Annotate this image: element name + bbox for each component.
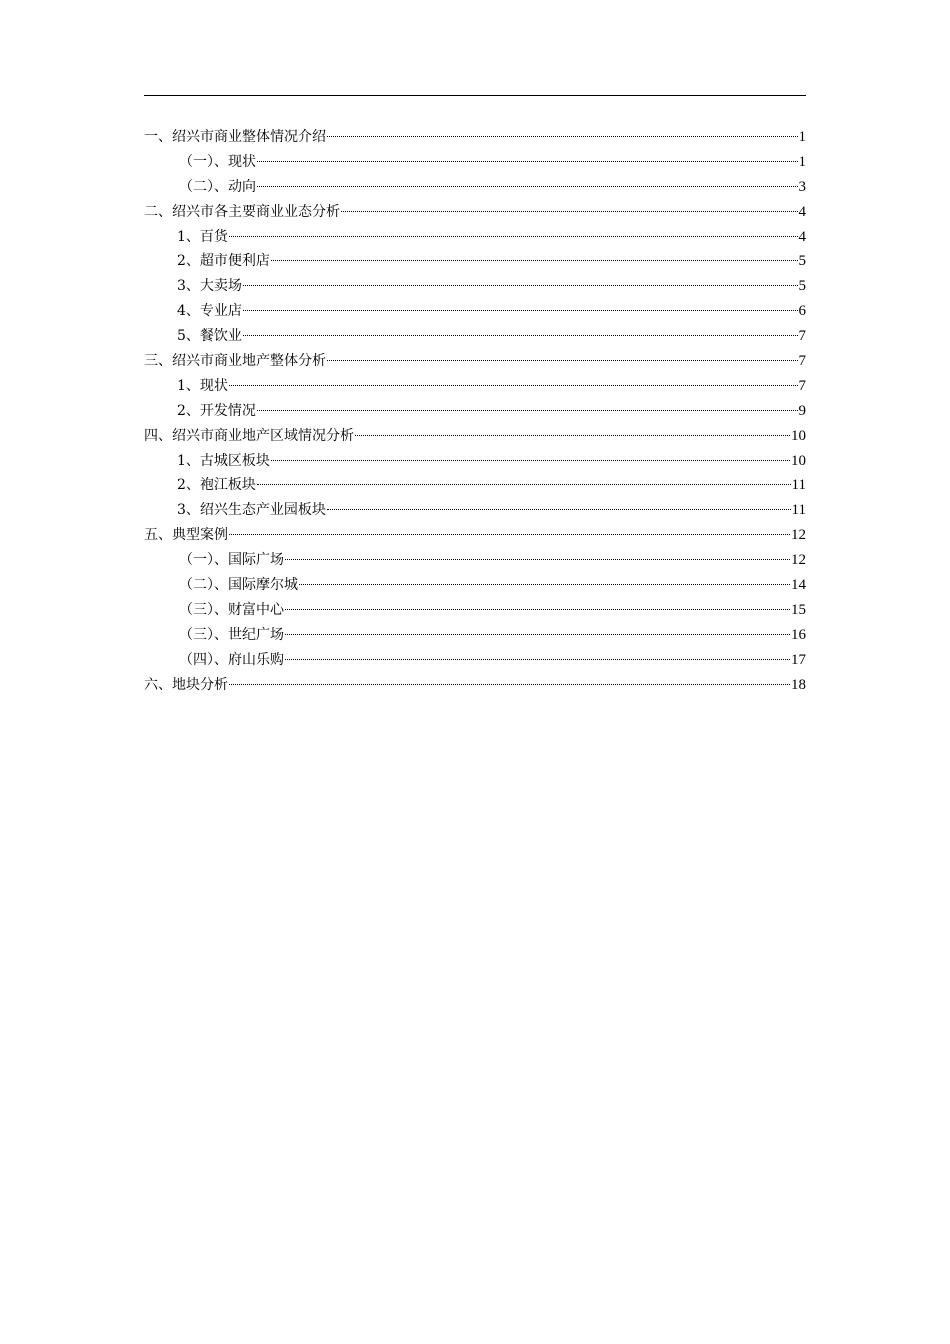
toc-entry[interactable] [144, 623, 806, 648]
dot-leader [257, 408, 798, 411]
dot-leader [341, 209, 798, 212]
toc-entry[interactable] [144, 573, 806, 598]
header-rule [144, 95, 806, 96]
toc-entry-page: 10 [791, 427, 806, 444]
toc-entry-title: 1、现状 [177, 377, 228, 394]
toc-entry[interactable] [144, 175, 806, 200]
toc-entry-page: 4 [798, 228, 806, 245]
toc-entry-title: 2、开发情况 [177, 402, 256, 419]
toc-entry[interactable] [144, 150, 806, 175]
toc-entry-page: 4 [798, 203, 806, 220]
toc-entry[interactable] [144, 274, 806, 299]
toc-entry-title: （二）、国际摩尔城 [179, 577, 298, 594]
dot-leader [285, 657, 790, 660]
toc-entry-title: （四）、府山乐购 [179, 651, 284, 668]
toc-entry-page: 11 [791, 502, 806, 519]
toc-entry-page: 10 [791, 452, 806, 469]
toc-entry-title: 5、餐饮业 [177, 328, 242, 345]
toc-entry-title: 六、地块分析 [144, 676, 228, 693]
dot-leader [257, 184, 798, 187]
dot-leader [285, 632, 790, 635]
toc-entry[interactable] [144, 473, 806, 498]
toc-entry[interactable] [144, 249, 806, 274]
toc-entry-title: （三）、世纪广场 [179, 626, 284, 643]
toc-entry-title: 四、绍兴市商业地产区域情况分析 [144, 427, 354, 444]
toc-entry-page: 1 [798, 153, 806, 170]
toc-entry-page: 18 [791, 676, 806, 693]
toc-entry[interactable] [144, 424, 806, 449]
toc-entry-title: 二、绍兴市各主要商业业态分析 [144, 203, 340, 220]
dot-leader [271, 258, 798, 261]
toc-entry-title: （一）、国际广场 [179, 552, 284, 569]
toc-entry[interactable] [144, 523, 806, 548]
toc-entry-page: 17 [791, 651, 806, 668]
toc-entry-page: 1 [798, 129, 806, 145]
toc-entry-title: 2、超市便利店 [177, 253, 270, 270]
toc-entry-page: 12 [791, 527, 806, 544]
toc-entry-title: 1、古城区板块 [177, 452, 270, 469]
toc-entry-page: 9 [798, 402, 806, 419]
toc-entry-page: 7 [798, 353, 806, 370]
toc-entry-page: 5 [798, 253, 806, 270]
dot-leader [229, 532, 790, 535]
toc-entry[interactable] [144, 299, 806, 324]
toc-entry[interactable] [144, 498, 806, 523]
toc-entry-page: 6 [798, 303, 806, 320]
toc-entry-page: 5 [798, 278, 806, 295]
dot-leader [327, 358, 798, 361]
toc-entry-title: 一、绍兴市商业整体情况介绍 [144, 129, 326, 145]
dot-leader [285, 557, 790, 560]
toc-entry[interactable] [144, 399, 806, 424]
table-of-contents [144, 125, 806, 697]
toc-entry[interactable] [144, 598, 806, 623]
toc-entry-page: 14 [791, 577, 806, 594]
toc-entry-page: 3 [798, 178, 806, 195]
dot-leader [243, 333, 798, 336]
toc-entry[interactable] [144, 374, 806, 399]
dot-leader [299, 582, 790, 585]
dot-leader [327, 507, 791, 510]
toc-entry[interactable] [144, 449, 806, 474]
dot-leader [229, 383, 798, 386]
toc-entry-title: 1、百货 [177, 228, 228, 245]
toc-entry[interactable] [144, 200, 806, 225]
toc-entry[interactable] [144, 648, 806, 673]
dot-leader [257, 159, 798, 162]
toc-entry-page: 11 [791, 477, 806, 494]
toc-entry-page: 15 [791, 601, 806, 618]
toc-entry-title: 2、袍江板块 [177, 477, 256, 494]
dot-leader [327, 134, 798, 137]
dot-leader [229, 682, 790, 685]
toc-entry-title: 4、专业店 [177, 303, 242, 320]
toc-entry-title: （三）、财富中心 [179, 601, 284, 618]
toc-entry-title: （一）、现状 [179, 153, 256, 170]
toc-entry[interactable] [144, 125, 806, 150]
toc-entry-page: 7 [798, 328, 806, 345]
dot-leader [229, 234, 798, 237]
dot-leader [271, 458, 790, 461]
toc-entry-title: （二）、动向 [179, 178, 256, 195]
dot-leader [285, 607, 790, 610]
dot-leader [257, 482, 791, 485]
toc-entry-page: 7 [798, 377, 806, 394]
toc-entry-page: 12 [791, 552, 806, 569]
toc-entry[interactable] [144, 548, 806, 573]
dot-leader [355, 433, 790, 436]
toc-entry[interactable] [144, 673, 806, 698]
dot-leader [243, 283, 798, 286]
toc-entry-page: 16 [791, 626, 806, 643]
toc-entry-title: 3、绍兴生态产业园板块 [177, 502, 326, 519]
toc-entry-title: 3、大卖场 [177, 278, 242, 295]
toc-entry[interactable] [144, 349, 806, 374]
toc-entry-title: 五、典型案例 [144, 527, 228, 544]
dot-leader [243, 308, 798, 311]
toc-entry[interactable] [144, 324, 806, 349]
toc-entry[interactable] [144, 225, 806, 250]
toc-entry-title: 三、绍兴市商业地产整体分析 [144, 353, 326, 370]
